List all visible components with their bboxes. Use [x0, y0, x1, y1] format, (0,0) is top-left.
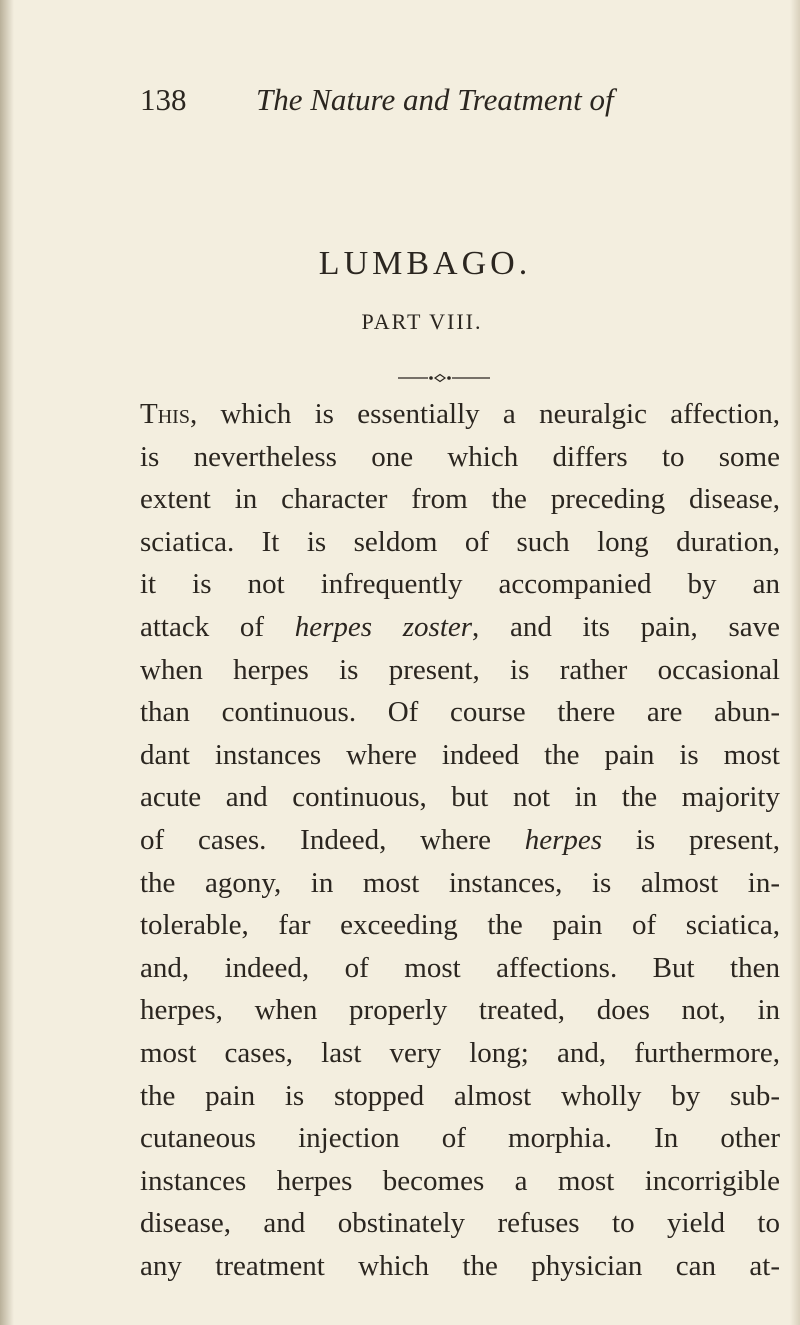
- line-text: , which is essentially a neuralgic affection,: [189, 398, 780, 430]
- text-line: [140, 393, 780, 436]
- rule-with-diamond-ornament-icon: [398, 372, 490, 384]
- text-line: than continuous. Of course there are abun-: [140, 696, 780, 729]
- line-text: of cases. Indeed, where: [140, 823, 525, 856]
- text-line: herpes, when properly treated, does not, in: [140, 994, 780, 1027]
- chapter-title: LUMBAGO.: [318, 245, 532, 282]
- running-title: The Nature and Treatment of: [256, 82, 614, 117]
- body-paragraph: [140, 393, 780, 1287]
- text-line: and, indeed, of most affections. But then: [140, 951, 780, 984]
- text-line: [140, 819, 780, 862]
- text-line: any treatment which the physician can at-: [140, 1249, 780, 1282]
- line-text: attack of: [140, 610, 295, 643]
- italic-term: herpes: [524, 823, 603, 856]
- text-line: the agony, in most instances, is almost in-: [140, 866, 780, 899]
- gutter-shadow: [0, 0, 14, 1325]
- text-line: when herpes is present, is rather occasional: [140, 653, 780, 686]
- text-line: dant instances where indeed the pain is most: [140, 738, 780, 771]
- opening-word: This: [140, 398, 190, 430]
- text-line: sciatica. It is seldom of such long duration,: [140, 525, 780, 558]
- text-line: disease, and obstinately refuses to yield to: [140, 1207, 780, 1240]
- line-text: is present,: [602, 823, 780, 856]
- text-line: [140, 606, 780, 649]
- text-line: extent in character from the preceding disease,: [140, 483, 780, 516]
- running-head: [140, 78, 700, 122]
- text-line: cutaneous injection of morphia. In other: [140, 1122, 780, 1155]
- text-line: the pain is stopped almost wholly by sub-: [140, 1079, 780, 1112]
- text-line: most cases, last very long; and, furthermore,: [140, 1036, 780, 1069]
- page-edge: [790, 0, 800, 1325]
- text-line: is nevertheless one which differs to some: [140, 440, 780, 473]
- text-line: instances herpes becomes a most incorrigible: [140, 1164, 780, 1197]
- page-number: 138: [140, 82, 187, 117]
- line-text: , and its pain, save: [472, 610, 780, 643]
- part-label: PART VIII.: [361, 309, 483, 334]
- text-line: tolerable, far exceeding the pain of sciatica,: [140, 909, 780, 942]
- text-line: acute and continuous, but not in the majority: [140, 781, 780, 814]
- text-line: it is not infrequently accompanied by an: [140, 568, 780, 601]
- italic-term: herpes zoster: [294, 610, 473, 643]
